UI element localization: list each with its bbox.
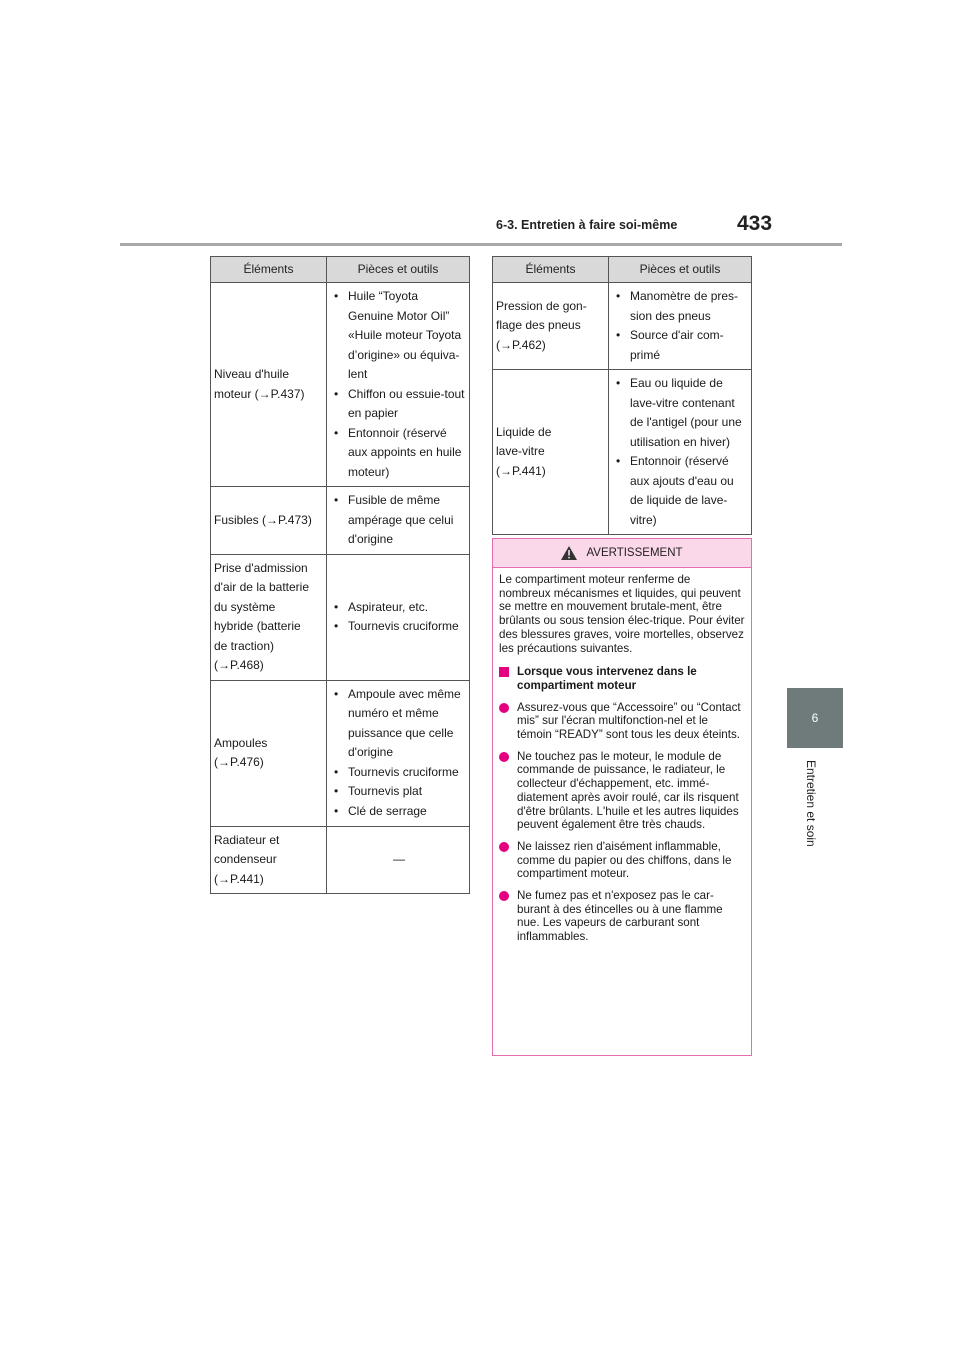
warning-title: AVERTISSEMENT: [586, 547, 683, 559]
element-line: lave-vitre: [496, 444, 545, 459]
list-item: • Chiffon ou essuie-tout en papier: [332, 385, 466, 424]
element-line: (→P.476): [214, 755, 264, 769]
column-header-elements: Éléments: [493, 257, 609, 283]
parts-cell: [327, 487, 470, 555]
element-line: Liquide de: [496, 424, 552, 439]
list-item: [499, 889, 745, 944]
warning-subheading: [499, 665, 745, 692]
table-row: [211, 680, 470, 826]
header-section-title: 6-3. Entretien à faire soi-même: [496, 218, 678, 232]
circle-bullet-icon: [499, 752, 509, 762]
page-number: 433: [737, 212, 773, 235]
column-header-parts: Pièces et outils: [609, 257, 752, 283]
bullet-text: Ne fumez pas et n'exposez pas le car-burant à des étincelles ou à une flamme nue. Les vapeurs de carburant sont inflammables.: [517, 889, 723, 944]
bullet-text: Assurez-vous que “Accessoire” ou “Contact mis” sur l'écran multifonction-nel et le témoin “READY” sont tous les deux éteints.: [517, 700, 741, 742]
warning-body: [493, 568, 751, 944]
element-cell: [211, 283, 327, 487]
list-item: [499, 750, 745, 832]
element-cell: [211, 826, 327, 894]
warning-intro: Le compartiment moteur renferme de nombreux mécanismes et liquides, qui peuvent se mettre en mouvement brutale-ment, être brûlants ou sous tension élec-trique. Pour éviter des blessures graves, voire mortelles, observez les précautions suivantes.: [499, 573, 745, 655]
chapter-tab[interactable]: 6: [787, 688, 843, 748]
list-item: • Entonnoir (réservé aux appoints en huile moteur): [332, 424, 466, 483]
element-line: Niveau d'huile: [214, 367, 290, 381]
list-item: • Eau ou liquide de lave-vitre contenant de l'antigel (pour une utilisation en hiver): [614, 374, 748, 452]
list-item: • Clé de serrage: [332, 802, 466, 822]
list-item: • Source d'air com-primé: [614, 326, 748, 365]
element-line: (→P.441): [214, 871, 264, 886]
table-row: [211, 487, 470, 555]
element-line: Fusibles (→P.473): [214, 512, 312, 527]
square-bullet-icon: [499, 667, 509, 677]
parts-cell-empty: —: [327, 826, 470, 894]
element-cell: [211, 487, 327, 555]
table-row: [493, 283, 752, 370]
list-item: • Fusible de même ampérage que celui d'origine: [332, 491, 466, 550]
warning-header: [493, 539, 751, 568]
element-cell: [211, 554, 327, 680]
element-cell: [493, 370, 609, 535]
list-item: • Manomètre de pres-sion des pneus: [614, 287, 748, 326]
parts-cell: [327, 680, 470, 826]
circle-bullet-icon: [499, 703, 509, 713]
warning-box: [492, 538, 752, 1056]
element-line: (→P.468): [214, 658, 264, 672]
element-line: Prise d'admission: [214, 560, 308, 575]
list-item: • Ampoule avec même numéro et même puissance que celle d'origine: [332, 685, 466, 763]
element-line: Radiateur et: [214, 832, 280, 847]
element-cell: [493, 283, 609, 370]
list-item: • Tournevis cruciforme: [332, 617, 466, 637]
element-line: d'air de la batterie: [214, 580, 310, 594]
element-line: du système: [214, 599, 276, 614]
chapter-tab-label: Entretien et soin: [804, 760, 818, 847]
column-header-parts: Pièces et outils: [327, 257, 470, 283]
parts-cell: [327, 283, 470, 487]
element-line: moteur (→P.437): [214, 386, 305, 401]
element-line: flage des pneus: [496, 318, 581, 333]
warning-subheading-text: Lorsque vous intervenez dans le compartiment moteur: [517, 665, 697, 692]
parts-cell: [609, 283, 752, 370]
bullet-text: Ne touchez pas le moteur, le module de commande de puissance, le radiateur, le collecteur d'échappement, etc. immé-diatement après avoir roulé, car ils risquent d'être brûlants. L'huile et les autres liquides peuvent également être très chauds.: [517, 749, 739, 832]
table-row: [211, 554, 470, 680]
element-line: Pression de gon-: [496, 298, 587, 313]
element-line: (→P.462): [496, 337, 546, 352]
list-item: • Tournevis plat: [332, 782, 466, 802]
list-item: • Entonnoir (réservé aux ajouts d'eau ou de liquide de lave-vitre): [614, 452, 748, 530]
parts-cell: [609, 370, 752, 535]
circle-bullet-icon: [499, 842, 509, 852]
table-row: [493, 370, 752, 535]
table-row: [211, 826, 470, 894]
element-line: condenseur: [214, 852, 277, 866]
circle-bullet-icon: [499, 891, 509, 901]
bullet-text: Ne laissez rien d'aisément inflammable, comme du papier ou des chiffons, dans le compartiment moteur.: [517, 839, 732, 881]
tools-table-left: [210, 256, 470, 894]
element-line: Ampoules: [214, 735, 268, 750]
table-row: [211, 283, 470, 487]
list-item: [499, 701, 745, 742]
list-item: • Aspirateur, etc.: [332, 598, 466, 618]
element-line: de traction): [214, 638, 275, 653]
header-rule: [120, 243, 842, 246]
list-item: [499, 840, 745, 881]
element-line: (→P.441): [496, 463, 546, 478]
list-item: • Huile “Toyota Genuine Motor Oil” «Huile moteur Toyota d’origine» ou équiva-lent: [332, 287, 466, 385]
element-cell: [211, 680, 327, 826]
parts-cell: [327, 554, 470, 680]
tools-table-right: [492, 256, 752, 535]
element-line: hybride (batterie: [214, 619, 301, 633]
list-item: • Tournevis cruciforme: [332, 763, 466, 783]
column-header-elements: Éléments: [211, 257, 327, 283]
warning-triangle-icon: [561, 546, 577, 560]
